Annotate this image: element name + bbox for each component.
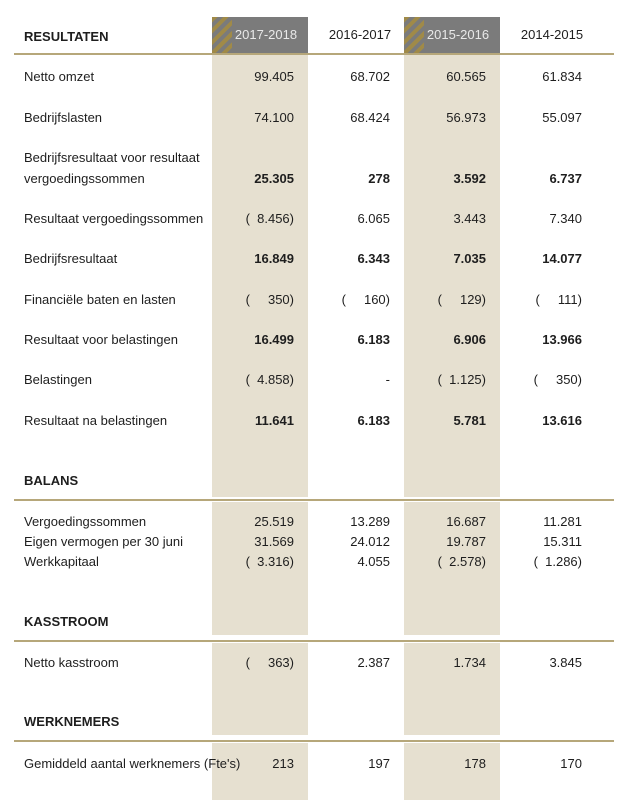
column-header: 2017-2018 [234, 27, 298, 42]
value-cell: 3.592 [453, 171, 486, 186]
column-header: 2016-2017 [328, 27, 392, 42]
value-cell: 178 [464, 756, 486, 771]
value-cell: 24.012 [350, 534, 390, 549]
value-cell: 13.616 [542, 413, 582, 428]
value-cell: 7.035 [453, 251, 486, 266]
value-cell: 4.055 [357, 554, 390, 569]
value-cell: ( 3.316) [245, 554, 294, 569]
value-cell: ( 129) [437, 292, 486, 307]
value-cell: 6.737 [549, 171, 582, 186]
row-label: Resultaat na belastingen [24, 413, 168, 428]
value-cell: 6.065 [357, 211, 390, 226]
value-cell: 278 [368, 171, 390, 186]
value-cell: 68.702 [350, 69, 390, 84]
value-cell: ( 2.578) [437, 554, 486, 569]
value-cell: 6.183 [357, 413, 390, 428]
row-label: Resultaat vergoedingssommen [24, 211, 204, 226]
value-cell: 13.966 [542, 332, 582, 347]
balans-label: Eigen vermogen per 30 juni [24, 534, 183, 549]
value-cell: ( 350) [245, 292, 294, 307]
value-cell: 6.343 [357, 251, 390, 266]
value-cell: 16.499 [254, 332, 294, 347]
value-cell: - [385, 372, 390, 387]
value-cell: ( 363) [245, 655, 294, 670]
row-label-cont: vergoedingssommen [24, 171, 145, 186]
werknemers-label: Gemiddeld aantal werknemers (Fte's) [24, 756, 241, 771]
value-cell: ( 160) [341, 292, 390, 307]
value-cell: 3.845 [549, 655, 582, 670]
value-cell: 197 [368, 756, 390, 771]
value-cell: 15.311 [543, 534, 582, 549]
value-cell: ( 350) [533, 372, 582, 387]
section-title-resultaten: RESULTATEN [24, 29, 109, 44]
value-cell: 1.734 [453, 655, 486, 670]
value-cell: 6.183 [357, 332, 390, 347]
row-label: Resultaat voor belastingen [24, 332, 178, 347]
value-cell: 16.849 [254, 251, 294, 266]
row-label: Netto omzet [24, 69, 95, 84]
row-label: Bedrijfslasten [24, 110, 103, 125]
column-header: 2015-2016 [426, 27, 490, 42]
section-title-balans: BALANS [24, 473, 79, 488]
value-cell: 60.565 [446, 69, 486, 84]
value-cell: ( 1.125) [437, 372, 486, 387]
value-cell: 25.519 [254, 514, 294, 529]
value-cell: 7.340 [549, 211, 582, 226]
value-cell: 25.305 [254, 171, 294, 186]
value-cell: ( 1.286) [533, 554, 582, 569]
value-cell: 2.387 [357, 655, 390, 670]
value-cell: 11.281 [543, 514, 582, 529]
value-cell: 68.424 [350, 110, 390, 125]
value-cell: 213 [272, 756, 294, 771]
value-cell: 55.097 [542, 110, 582, 125]
row-label: Bedrijfsresultaat voor resultaat [24, 150, 200, 165]
row-label: Bedrijfsresultaat [24, 251, 118, 266]
value-cell: ( 111) [535, 292, 582, 307]
value-cell: 13.289 [350, 514, 390, 529]
column-header: 2014-2015 [520, 27, 584, 42]
value-cell: 19.787 [446, 534, 486, 549]
section-title-werknemers: WERKNEMERS [24, 714, 120, 729]
section-title-kasstroom: KASSTROOM [24, 614, 109, 629]
balans-label: Werkkapitaal [24, 554, 99, 569]
value-cell: 99.405 [254, 69, 294, 84]
value-cell: ( 8.456) [245, 211, 294, 226]
value-cell: 16.687 [446, 514, 486, 529]
value-cell: ( 4.858) [245, 372, 294, 387]
value-cell: 6.906 [453, 332, 486, 347]
value-cell: 11.641 [254, 413, 294, 428]
row-label: Belastingen [24, 372, 92, 387]
balans-label: Vergoedingssommen [24, 514, 147, 529]
value-cell: 5.781 [453, 413, 486, 428]
kasstroom-label: Netto kasstroom [24, 655, 119, 670]
value-cell: 61.834 [542, 69, 582, 84]
value-cell: 74.100 [254, 110, 294, 125]
value-cell: 31.569 [254, 534, 294, 549]
value-cell: 56.973 [446, 110, 486, 125]
row-label: Financiële baten en lasten [24, 292, 176, 307]
value-cell: 14.077 [542, 251, 582, 266]
value-cell: 170 [560, 756, 582, 771]
value-cell: 3.443 [453, 211, 486, 226]
